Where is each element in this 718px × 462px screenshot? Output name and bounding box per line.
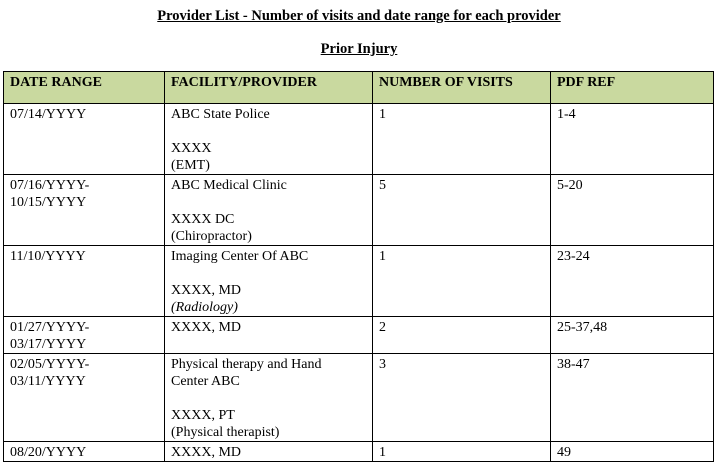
provider-name: XXXX, MD [171, 320, 241, 335]
provider-table [3, 71, 714, 462]
date-range-cell [4, 175, 165, 246]
table-row [4, 442, 714, 462]
provider-name: XXXX, MD [171, 283, 241, 298]
provider-name: XXXX DC [171, 212, 235, 227]
provider-name: XXXX [171, 141, 212, 156]
visits-cell: 2 [373, 317, 551, 354]
date-line: 03/17/YYYY [10, 337, 87, 352]
date-line: 07/14/YYYY [10, 107, 87, 122]
provider-specialty: (Radiology) [171, 300, 238, 315]
date-line: 03/11/YYYY [10, 374, 86, 389]
table-row [4, 317, 714, 354]
visits-cell: 5 [373, 175, 551, 246]
date-line: 11/10/YYYY [10, 249, 86, 264]
facility-name: Center ABC [171, 374, 240, 389]
facility-provider-cell [165, 354, 373, 442]
date-range-cell [4, 442, 165, 462]
header-facility-provider: FACILITY/PROVIDER [165, 72, 373, 104]
date-line: 02/05/YYYY- [10, 357, 90, 372]
facility-name: ABC Medical Clinic [171, 178, 287, 193]
facility-name: ABC State Police [171, 107, 270, 122]
visits-cell: 1 [373, 442, 551, 462]
date-line: 07/16/YYYY- [10, 178, 90, 193]
pdf-ref-cell: 49 [551, 442, 714, 462]
date-line: 01/27/YYYY- [10, 320, 90, 335]
visits-cell: 1 [373, 104, 551, 175]
pdf-ref-cell: 25-37,48 [551, 317, 714, 354]
date-range-cell [4, 317, 165, 354]
date-range-cell [4, 104, 165, 175]
provider-specialty: (EMT) [171, 158, 210, 173]
facility-provider-cell [165, 246, 373, 317]
date-range-cell [4, 246, 165, 317]
facility-name: Physical therapy and Hand [171, 357, 322, 372]
table-row [4, 104, 714, 175]
provider-specialty: (Physical therapist) [171, 425, 280, 440]
pdf-ref-cell: 1-4 [551, 104, 714, 175]
table-row [4, 246, 714, 317]
facility-name: Imaging Center Of ABC [171, 249, 309, 264]
header-row [4, 72, 714, 104]
header-pdf-ref: PDF REF [551, 72, 714, 104]
facility-provider-cell [165, 175, 373, 246]
visits-cell: 3 [373, 354, 551, 442]
provider-specialty: (Chiropractor) [171, 229, 252, 244]
pdf-ref-cell: 23-24 [551, 246, 714, 317]
date-line: 08/20/YYYY [10, 445, 87, 460]
date-line: 10/15/YYYY [10, 195, 87, 210]
facility-provider-cell [165, 442, 373, 462]
date-range-cell [4, 354, 165, 442]
document-subtitle: Prior Injury [320, 41, 398, 57]
table-row [4, 175, 714, 246]
provider-name: XXXX, MD [171, 445, 241, 460]
facility-provider-cell [165, 317, 373, 354]
document-title: Provider List - Number of visits and date range for each provider [157, 8, 561, 24]
pdf-ref-cell: 5-20 [551, 175, 714, 246]
visits-cell: 1 [373, 246, 551, 317]
table-row [4, 354, 714, 442]
facility-provider-cell [165, 104, 373, 175]
header-date-range: DATE RANGE [4, 72, 165, 104]
header-number-of-visits: NUMBER OF VISITS [373, 72, 551, 104]
provider-name: XXXX, PT [171, 408, 235, 423]
pdf-ref-cell: 38-47 [551, 354, 714, 442]
